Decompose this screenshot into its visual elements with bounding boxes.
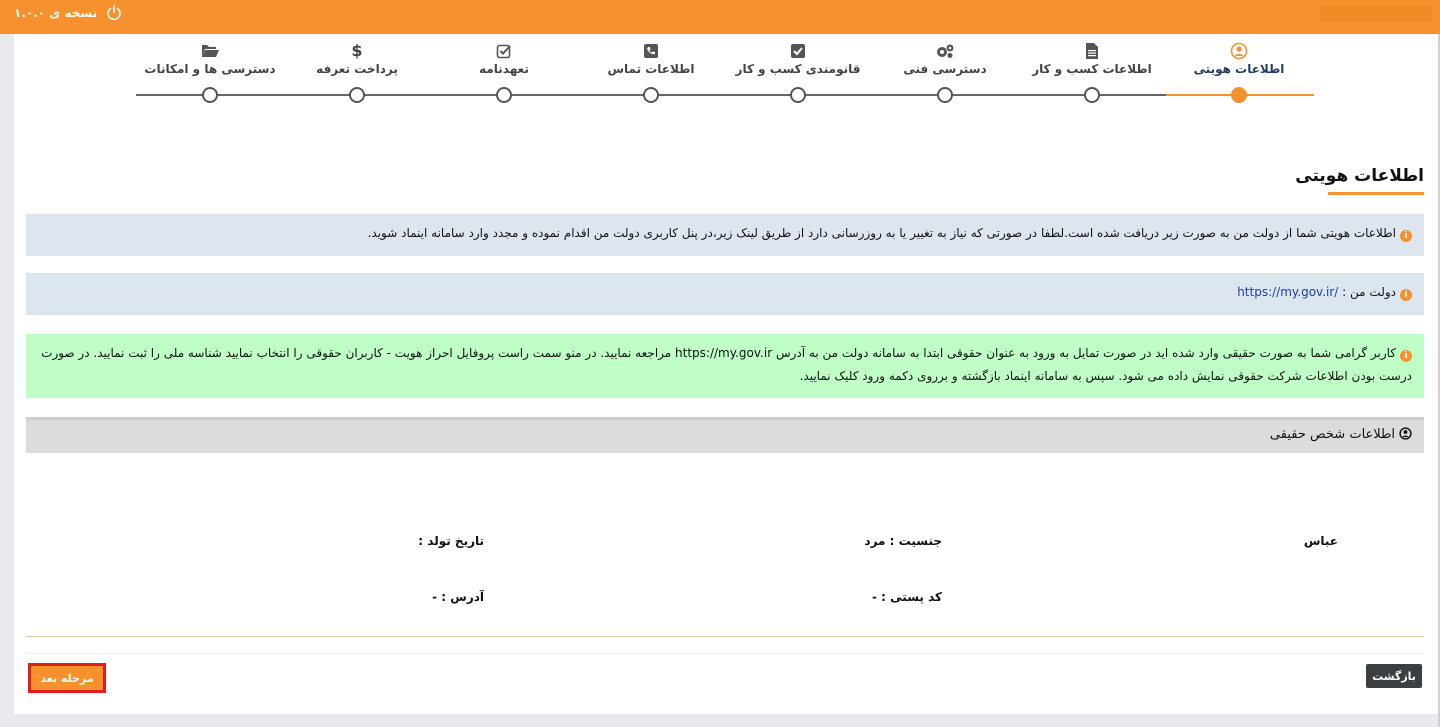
document-icon	[1085, 43, 1099, 59]
user-circle-icon	[1230, 42, 1248, 60]
step-dot-technical-access[interactable]	[937, 87, 953, 103]
step-label: اطلاعات هویتی	[1193, 62, 1285, 76]
dollar-icon: $	[351, 41, 363, 60]
step-label: تعهدنامه	[479, 62, 529, 76]
user-area[interactable]	[1320, 6, 1432, 22]
section-title-underline	[1328, 192, 1424, 195]
next-step-button[interactable]: مرحله بعد	[28, 663, 106, 693]
check-square-icon	[790, 43, 806, 59]
field-gender: جنسیت : مرد	[864, 534, 942, 548]
field-address: آدرس : -	[432, 590, 484, 604]
step-business-info[interactable]	[1017, 42, 1167, 76]
field-birth-date: تاریخ تولد :	[418, 534, 484, 548]
person-info-panel	[26, 453, 1424, 637]
step-dot-business-legality[interactable]	[790, 87, 806, 103]
step-business-legality[interactable]	[723, 42, 873, 76]
step-dot-tariff-payment[interactable]	[349, 87, 365, 103]
step-identity[interactable]	[1164, 42, 1314, 76]
step-commitment[interactable]	[429, 42, 579, 76]
checklist-icon	[496, 43, 512, 59]
info-icon: i	[1400, 230, 1412, 242]
field-postal-code: کد پستی : -	[872, 590, 942, 604]
section-title: اطلاعات هویتی	[1295, 166, 1424, 186]
step-dot-identity[interactable]	[1231, 87, 1247, 103]
top-bar	[0, 0, 1440, 34]
step-label: دسترسی ها و امکانات	[144, 62, 276, 76]
info-alert-text: اطلاعات هویتی شما از دولت من به صورت زیر دریافت شده است.لطفا در صورتی که نیاز به تغییر یا به روزرسانی دارد از طریق لینک زیر،در پنل کاربری دولت من اقدام نموده و مجدد وارد سامانه اینماد شوید.	[367, 226, 1396, 240]
power-icon[interactable]	[104, 3, 124, 23]
wizard-stepper	[14, 34, 1438, 114]
info-icon: i	[1400, 350, 1412, 362]
phone-icon	[643, 43, 659, 59]
step-dot-access-features[interactable]	[202, 87, 218, 103]
step-contact-info[interactable]	[576, 42, 726, 76]
info-icon: i	[1400, 289, 1412, 301]
step-dot-business-info[interactable]	[1084, 87, 1100, 103]
success-alert-legal	[26, 334, 1424, 398]
info-alert-identity	[26, 214, 1424, 256]
step-dot-contact-info[interactable]	[643, 87, 659, 103]
step-label: اطلاعات تماس	[607, 62, 695, 76]
folder-open-icon	[201, 44, 219, 58]
gears-icon	[935, 43, 955, 59]
info-alert-govlink	[26, 273, 1424, 315]
main-card	[14, 34, 1438, 714]
step-label: پرداخت تعرفه	[316, 62, 398, 76]
step-label: اطلاعات کسب و کار	[1032, 62, 1152, 76]
panel-title: اطلاعات شخص حقیقی	[1269, 427, 1395, 442]
panel-header	[26, 417, 1424, 453]
version-label: نسخه ی ۱.۰.۰	[14, 6, 98, 20]
step-label: قانومندی کسب و کار	[735, 62, 861, 76]
success-alert-text: کاربر گرامی شما به صورت حقیقی وارد شده اید در صورت تمایل به ورود به عنوان حقوقی ابتدا به سامانه دولت من به آدرس https://my.gov.ir مراجعه نمایید. در منو سمت راست پروفایل احراز هویت - کاربران حقوقی را انتخاب نمایید شناسه ملی را ثبت نمایید. در صورت درست بودن اطلاعات شرکت حقوقی نمایش داده می شود. سپس به سامانه اینماد بازگشته و برروی دکمه ورود کلیک نمایید.	[41, 346, 1412, 383]
step-access-features[interactable]	[135, 42, 285, 76]
step-dot-commitment[interactable]	[496, 87, 512, 103]
step-technical-access[interactable]	[870, 42, 1020, 76]
govlink-link[interactable]: https://my.gov.ir/	[1237, 285, 1339, 299]
back-button[interactable]: بازگشت	[1366, 664, 1422, 688]
step-label: دسترسی فنی	[903, 62, 987, 76]
user-circle-icon	[1399, 427, 1412, 440]
field-name: عباس	[1303, 534, 1338, 548]
govlink-label: دولت من :	[1338, 285, 1396, 299]
step-tariff-payment[interactable]	[282, 42, 432, 76]
divider	[26, 653, 1424, 654]
